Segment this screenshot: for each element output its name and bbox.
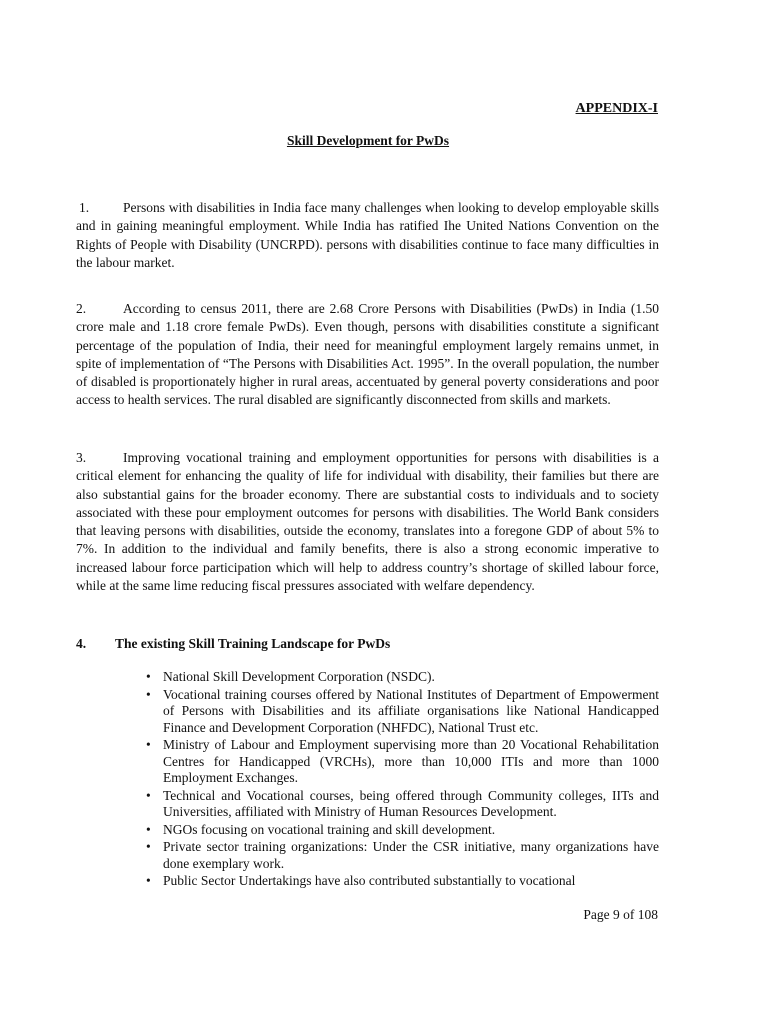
paragraph-number: 1. [79, 200, 90, 215]
section-number: 4. [76, 636, 87, 651]
list-item: • Technical and Vocational courses, being offered through Community colleges, IITs and Universities, affiliated with Ministry of Human Resources Development. [144, 788, 659, 821]
page-title: Skill Development for PwDs [286, 133, 450, 148]
section-heading [76, 636, 390, 652]
paragraph-1 [76, 199, 659, 272]
page-number: Page 9 of 108 [583, 907, 658, 922]
paragraph-text: According to census 2011, there are 2.68 Crore Persons with Disabilities (PwDs) in India (1.50 crore male and 1.18 crore female PwDs). Even though, persons with disabilities constitute a significant percentage of the population of India, their need for meaningful employment largely remains unmet, in spite of implementation of “The Persons with Disabilities Act. 1995”. In the overall population, the number of disabled is proportionately higher in rural areas, accentuated by general poverty considerations and poor access to health services. The rural disabled are significantly disconnected from skills and markets. [76, 301, 659, 408]
list-item: • National Skill Development Corporation (NSDC). [144, 669, 659, 686]
paragraph-number: 3. [76, 450, 87, 465]
list-item: • Ministry of Labour and Employment supervising more than 20 Vocational Rehabilitation Centres for Handicapped (VRCHs), more than 10,000 ITIs and more than 1000 Employment Exchanges. [144, 737, 659, 787]
paragraph-3 [76, 449, 659, 595]
paragraph-text: Persons with disabilities in India face many challenges when looking to develop employable skills and in gaining meaningful employment. While India has ratified Ihe United Nations Convention on the Rights of People with Disability (UNCRPD). persons with disabilities continue to face many difficulties in the labour market. [76, 200, 659, 270]
appendix-label: APPENDIX-I [575, 101, 658, 116]
paragraph-number: 2. [76, 301, 87, 316]
training-landscape-list [144, 669, 659, 891]
section-heading-text: The existing Skill Training Landscape for PwDs [115, 636, 391, 651]
paragraph-text: Improving vocational training and employment opportunities for persons with disabilities is a critical element for enhancing the quality of life for individual with disability, their families but there are also substantial gains for the broader economy. There are substantial costs to individuals and to society associated with these pour employment outcomes for persons with disabilities. The World Bank considers that leaving persons with disabilities, outside the economy, translates into a foregone GDP of about 5% to 7%. In addition to the individual and family benefits, there is also a strong economic imperative to increased labour force participation which will help to address country’s shortage of skilled labour force, while at the same lime reducing fiscal pressures associated with welfare dependency. [76, 450, 659, 594]
list-item: • Public Sector Undertakings have also contributed substantially to vocational [144, 873, 659, 890]
list-item: • Vocational training courses offered by National Institutes of Department of Empowerment of Persons with Disabilities and its affiliate organisations like National Handicapped Finance and Development Corporation (NHFDC), National Trust etc. [144, 687, 659, 737]
paragraph-2 [76, 300, 659, 410]
list-item: • Private sector training organizations: Under the CSR initiative, many organizations have done exemplary work. [144, 839, 659, 872]
list-item: • NGOs focusing on vocational training and skill development. [144, 822, 659, 839]
